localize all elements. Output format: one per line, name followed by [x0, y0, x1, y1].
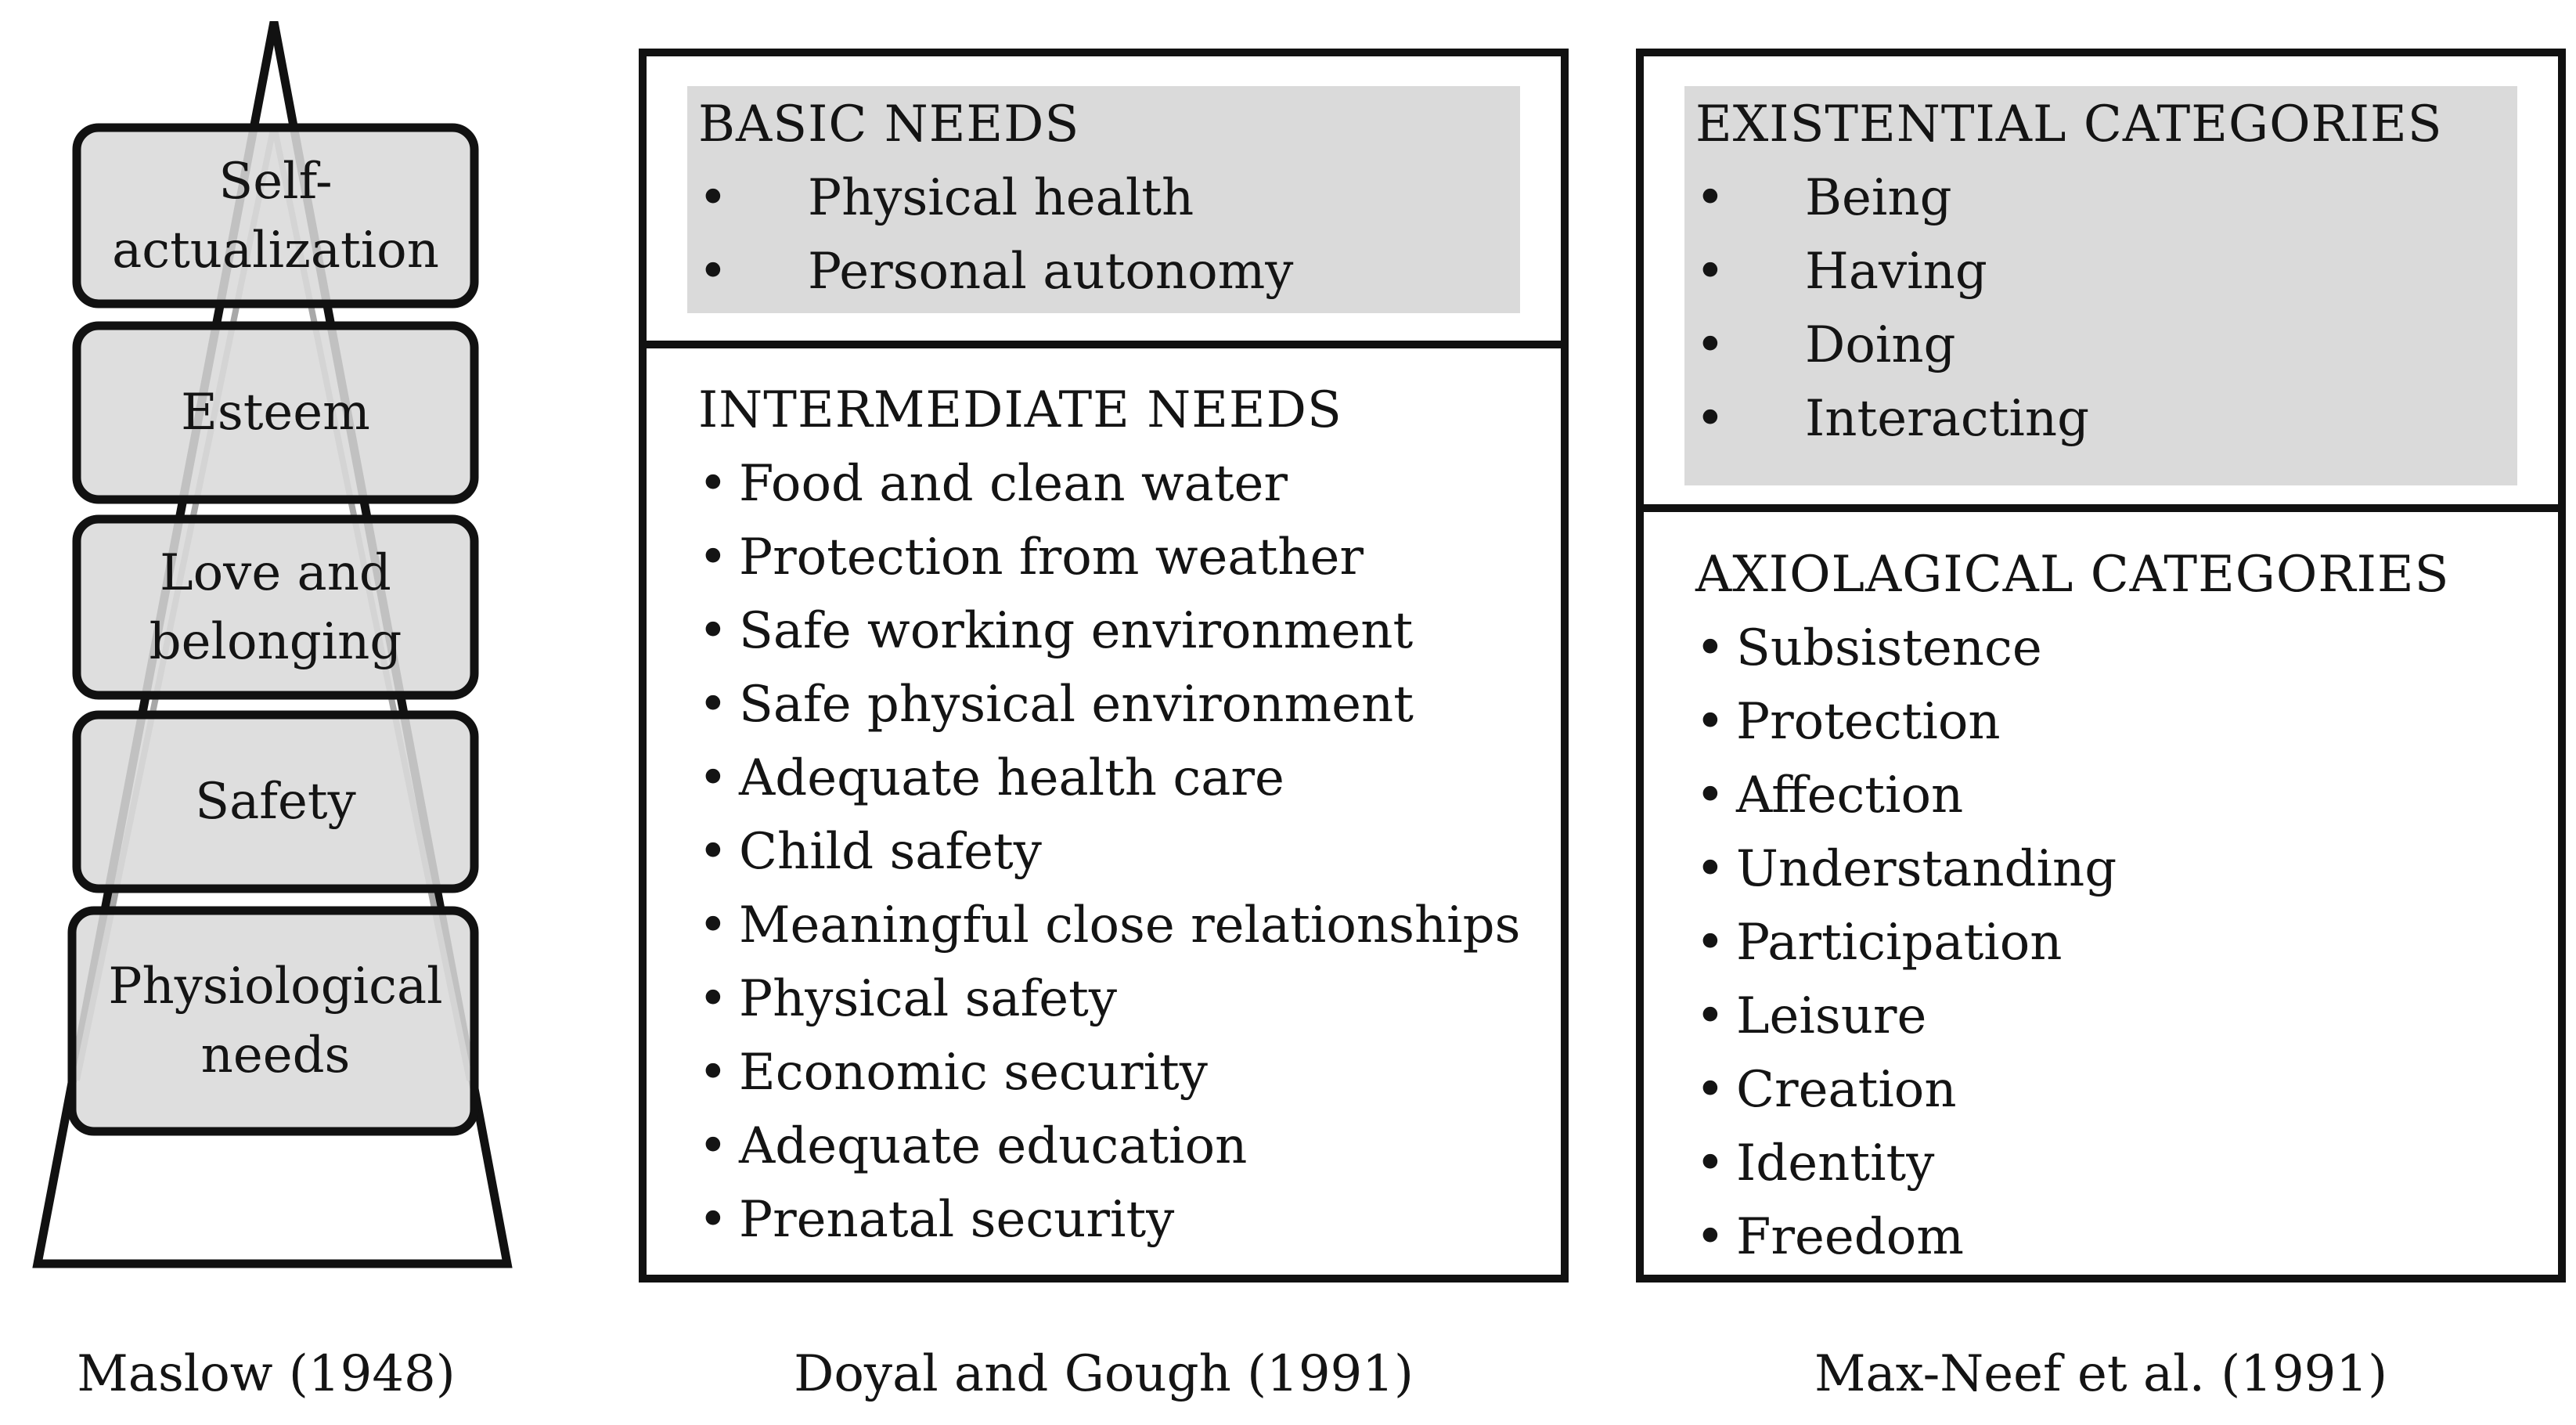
level-label-safety: Safety	[195, 773, 356, 831]
existential-axiological-divider	[1636, 504, 2566, 512]
level-label-esteem: Esteem	[181, 384, 370, 442]
caption-maslow: Maslow (1948)	[77, 1345, 456, 1403]
bullet: •	[1695, 169, 1725, 227]
item-text: Protection	[1736, 693, 2001, 751]
bullet: •	[698, 169, 728, 227]
list-item	[1695, 161, 2443, 235]
list-item	[698, 1109, 1520, 1183]
item-text: Physical health	[808, 169, 1194, 227]
list-item	[698, 741, 1520, 815]
list-item	[698, 594, 1520, 668]
item-text: Prenatal security	[739, 1191, 1175, 1249]
list-item	[1695, 685, 2449, 759]
level-label-physiological: Physiological needs	[108, 958, 443, 1084]
bullet: •	[1695, 390, 1725, 448]
bullet: •	[698, 823, 728, 881]
max-neef-panel	[1636, 49, 2566, 1282]
bullet: •	[1695, 693, 1725, 751]
item-text: Economic security	[739, 1044, 1208, 1102]
bullet: •	[698, 1044, 728, 1102]
list-item	[1695, 235, 2443, 308]
list-item	[698, 447, 1520, 521]
bullet: •	[1695, 316, 1725, 374]
list-item	[1695, 979, 2449, 1053]
item-text: Protection from weather	[739, 529, 1364, 586]
intermediate-needs-section	[698, 373, 1520, 1257]
bullet: •	[1695, 243, 1725, 301]
list-item	[698, 668, 1520, 741]
bullet: •	[698, 749, 728, 807]
item-text: Being	[1805, 169, 1952, 227]
list-item	[698, 962, 1520, 1036]
bullet: •	[698, 970, 728, 1028]
item-text: Child safety	[739, 823, 1042, 881]
item-text: Adequate education	[739, 1117, 1248, 1175]
list-item	[698, 235, 1293, 308]
list-item	[698, 815, 1520, 889]
existential-title: EXISTENTIAL CATEGORIES	[1695, 96, 2443, 153]
bullet: •	[1695, 987, 1725, 1045]
list-item	[698, 1183, 1520, 1257]
item-text: Participation	[1736, 914, 2063, 972]
item-text: Having	[1805, 243, 1987, 301]
list-item	[1695, 832, 2449, 906]
bullet: •	[698, 529, 728, 586]
item-text: Adequate health care	[739, 749, 1284, 807]
caption-max-neef: Max-Neef et al. (1991)	[1814, 1345, 2388, 1403]
item-text: Personal autonomy	[808, 243, 1294, 301]
intermediate-needs-title: INTERMEDIATE NEEDS	[698, 381, 1342, 439]
bullet: •	[1695, 767, 1725, 824]
bullet: •	[698, 676, 728, 734]
basic-needs-section	[698, 88, 1293, 308]
bullet: •	[1695, 1135, 1725, 1192]
axiological-title: AXIOLAGICAL CATEGORIES	[1695, 546, 2450, 604]
bullet: •	[1695, 1061, 1725, 1119]
caption-doyal-gough: Doyal and Gough (1991)	[794, 1345, 1414, 1403]
bullet: •	[698, 1191, 728, 1249]
bullet: •	[698, 602, 728, 660]
item-text: Food and clean water	[739, 455, 1288, 513]
list-item	[1695, 611, 2449, 685]
basic-needs-title: BASIC NEEDS	[698, 96, 1080, 153]
item-text: Physical safety	[739, 970, 1117, 1028]
existential-section	[1695, 88, 2443, 456]
level-label-self-actualization: Self- actualization	[112, 152, 439, 280]
list-item	[1695, 1200, 2449, 1274]
item-text: Safe physical environment	[739, 676, 1414, 734]
list-item	[1695, 1127, 2449, 1200]
item-text: Leisure	[1736, 987, 1927, 1045]
doyal-gough-panel	[639, 49, 1569, 1282]
basic-intermediate-divider	[639, 341, 1569, 348]
list-item	[698, 889, 1520, 962]
item-text: Affection	[1736, 767, 1964, 824]
level-label-love: Love and belonging	[149, 543, 402, 671]
bullet: •	[698, 243, 728, 301]
list-item	[1695, 382, 2443, 456]
bullet: •	[1695, 1208, 1725, 1266]
bullet: •	[698, 455, 728, 513]
item-text: Freedom	[1736, 1208, 1964, 1266]
item-text: Identity	[1736, 1135, 1935, 1192]
bullet: •	[698, 896, 728, 954]
list-item	[1695, 1053, 2449, 1127]
list-item	[698, 521, 1520, 594]
item-text: Subsistence	[1736, 619, 2042, 677]
list-item	[1695, 759, 2449, 832]
list-item	[1695, 906, 2449, 979]
list-item	[698, 1036, 1520, 1109]
item-text: Doing	[1805, 316, 1956, 374]
item-text: Interacting	[1805, 390, 2090, 448]
bullet: •	[1695, 840, 1725, 898]
bullet: •	[1695, 619, 1725, 677]
item-text: Creation	[1736, 1061, 1957, 1119]
item-text: Safe working environment	[739, 602, 1414, 660]
item-text: Meaningful close relationships	[739, 896, 1521, 954]
item-text: Understanding	[1736, 840, 2117, 898]
axiological-section	[1695, 538, 2449, 1274]
bullet: •	[698, 1117, 728, 1175]
list-item	[1695, 308, 2443, 382]
list-item	[698, 161, 1293, 235]
bullet: •	[1695, 914, 1725, 972]
